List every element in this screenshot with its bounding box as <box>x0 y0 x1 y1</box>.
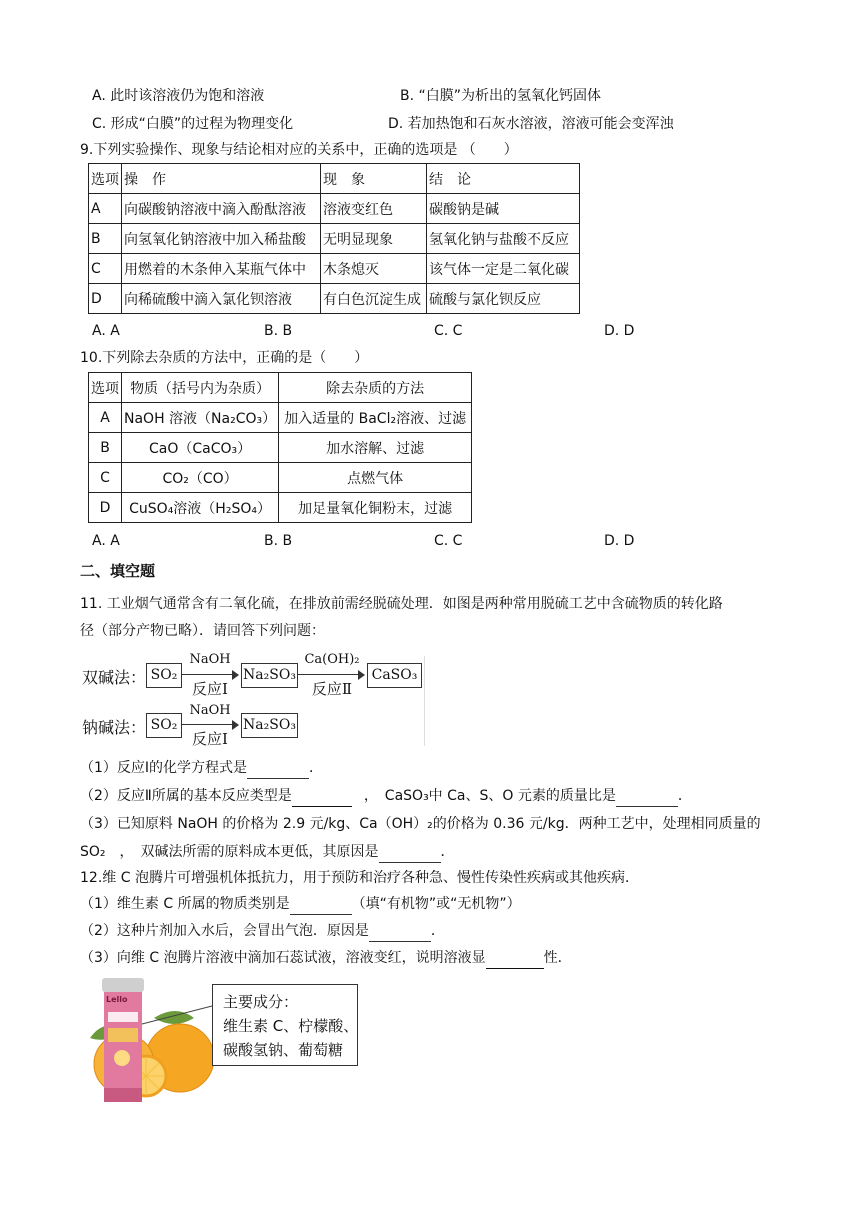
arrow-line <box>182 674 234 675</box>
q12-part2-end: ． <box>430 923 445 939</box>
answer-blank[interactable] <box>379 842 441 863</box>
q11-part3-text: SO₂ ， 双碱法所需的原料成本更低，其原因是 <box>80 844 379 860</box>
table-cell: A <box>89 194 122 224</box>
table-cell: 有白色沉淀生成 <box>321 284 427 314</box>
table-cell: NaOH 溶液（Na₂CO₃） <box>122 403 279 433</box>
q12-part1 <box>80 894 521 915</box>
vitamin-c-product-image <box>84 978 364 1102</box>
table-cell: C <box>89 463 122 493</box>
table-cell: A <box>89 403 122 433</box>
table-cell: B <box>89 224 122 254</box>
table-row <box>89 284 580 314</box>
table-row <box>89 254 580 284</box>
q12-part1-end: （填“有机物”或“无机物”） <box>351 896 521 912</box>
arrow-line <box>298 674 360 675</box>
table-row <box>89 224 580 254</box>
table-cell: 加入适量的 BaCl₂溶液、过滤 <box>279 403 472 433</box>
na2so3-box: Na₂SO₃ <box>241 663 298 688</box>
table-cell: 向氢氧化钠溶液中加入稀盐酸 <box>122 224 321 254</box>
q11-part2-mid: ， CaSO₃中 Ca、S、O 元素的质量比是 <box>363 788 616 804</box>
q10-table <box>88 372 472 523</box>
answer-blank[interactable] <box>292 786 352 807</box>
table-cell: 溶液变红色 <box>321 194 427 224</box>
table-cell: 碳酸钠是碱 <box>427 194 580 224</box>
table-cell: 氢氧化钠与盐酸不反应 <box>427 224 580 254</box>
table-cell: D <box>89 284 122 314</box>
answer-blank[interactable] <box>369 921 431 942</box>
table-header-row <box>89 164 580 194</box>
table-cell: CaO（CaCO₃） <box>122 433 279 463</box>
table-row <box>89 463 472 493</box>
answer-blank[interactable] <box>486 948 544 969</box>
naoh-reagent: NaOH <box>189 652 231 667</box>
reaction2-label: 反应Ⅱ <box>311 680 353 698</box>
q12-part2 <box>80 921 445 942</box>
table-cell: 木条熄灭 <box>321 254 427 284</box>
header-cell: 除去杂质的方法 <box>279 373 472 403</box>
table-cell: CuSO₄溶液（H₂SO₄） <box>122 493 279 523</box>
q10-choice-b: B. B <box>264 533 293 549</box>
ingredients-callout <box>212 984 358 1066</box>
q12-stem: 12.维 C 泡腾片可增强机体抵抗力，用于预防和治疗各种急、慢性传染性疾病或其他疾病． <box>80 870 639 886</box>
q12-part2-text: （2）这种片剂加入水后，会冒出气泡．原因是 <box>80 923 369 939</box>
q11-part2-text: （2）反应Ⅱ所属的基本反应类型是 <box>80 788 292 804</box>
table-cell: B <box>89 433 122 463</box>
tube-brand: Lello <box>106 995 128 1004</box>
q9-choice-d: D. D <box>604 323 635 339</box>
sodium-alkali-label: 钠碱法： <box>82 718 147 737</box>
table-row <box>89 194 580 224</box>
callout-line2: 碳酸氢钠、葡萄糖 <box>223 1041 344 1059</box>
q9-choice-a: A. A <box>92 323 120 339</box>
table-cell: 硫酸与氯化钡反应 <box>427 284 580 314</box>
caoh2-reagent: Ca(OH)₂ <box>304 652 360 667</box>
header-cell: 现 象 <box>321 164 427 194</box>
q8-option-b: B. “白膜”为析出的氢氧化钙固体 <box>400 88 602 104</box>
q10-choice-a: A. A <box>92 533 120 549</box>
q11-part3-line1: （3）已知原料 NaOH 的价格为 2.9 元/kg、Ca（OH）₂的价格为 0.36 元/kg．两种工艺中，处理相同质量的 <box>80 816 761 832</box>
q8-option-d: D. 若加热饱和石灰水溶液，溶液可能会变浑浊 <box>388 116 674 132</box>
na2so3-box: Na₂SO₃ <box>241 713 298 738</box>
table-cell: 用燃着的木条伸入某瓶气体中 <box>122 254 321 284</box>
q12-part3-end: 性． <box>543 950 572 966</box>
naoh-reagent: NaOH <box>189 703 231 718</box>
q11-stem-line1: 11. 工业烟气通常含有二氧化硫，在排放前需经脱硫处理．如图是两种常用脱硫工艺中含硫物质的转化路 <box>80 596 723 612</box>
q10-choice-c: C. C <box>434 533 463 549</box>
so2-box: SO₂ <box>146 663 182 688</box>
q11-part1-text: （1）反应Ⅰ的化学方程式是 <box>80 760 248 776</box>
table-cell: C <box>89 254 122 284</box>
arrow-line <box>182 724 234 725</box>
q10-stem: 10.下列除去杂质的方法中，正确的是（ ） <box>80 350 369 366</box>
q11-part2-end: ． <box>677 788 692 804</box>
header-cell: 物质（括号内为杂质） <box>122 373 279 403</box>
table-header-row <box>89 373 472 403</box>
callout-line1: 维生素 C、柠檬酸、 <box>223 1017 359 1035</box>
q10-choice-d: D. D <box>604 533 635 549</box>
reaction1-label: 反应Ⅰ <box>192 730 228 748</box>
q11-part3-end: ． <box>440 844 455 860</box>
q11-part1-end: ． <box>309 760 324 776</box>
q12-part3 <box>80 948 572 969</box>
desulfurization-diagram <box>80 650 426 748</box>
table-cell: CO₂（CO） <box>122 463 279 493</box>
q11-part3-line2 <box>80 842 455 863</box>
q8-option-a: A. 此时该溶液仍为饱和溶液 <box>92 88 265 104</box>
table-cell: D <box>89 493 122 523</box>
q9-table <box>88 163 580 314</box>
callout-title: 主要成分： <box>223 993 299 1011</box>
caso3-box: CaSO₃ <box>367 663 422 688</box>
answer-blank[interactable] <box>290 894 352 915</box>
table-cell: 向稀硫酸中滴入氯化钡溶液 <box>122 284 321 314</box>
q8-option-c: C. 形成“白膜”的过程为物理变化 <box>92 116 294 132</box>
answer-blank[interactable] <box>616 786 678 807</box>
q9-choice-b: B. B <box>264 323 293 339</box>
table-cell: 加水溶解、过滤 <box>279 433 472 463</box>
answer-blank[interactable] <box>247 758 309 779</box>
table-row <box>89 433 472 463</box>
q11-part2 <box>80 786 692 807</box>
header-cell: 结 论 <box>427 164 580 194</box>
q9-stem: 9.下列实验操作、现象与结论相对应的关系中，正确的选项是 （ ） <box>80 142 518 158</box>
q12-part3-text: （3）向维 C 泡腾片溶液中滴加石蕊试液，溶液变红，说明溶液显 <box>80 950 486 966</box>
table-cell: 该气体一定是二氧化碳 <box>427 254 580 284</box>
double-alkali-label: 双碱法： <box>82 668 147 687</box>
table-cell: 点燃气体 <box>279 463 472 493</box>
table-row <box>89 403 472 433</box>
table-cell: 无明显现象 <box>321 224 427 254</box>
reaction1-label: 反应Ⅰ <box>192 680 228 698</box>
table-cell: 加足量氧化铜粉末，过滤 <box>279 493 472 523</box>
q12-part1-text: （1）维生素 C 所属的物质类别是 <box>80 896 290 912</box>
table-cell: 向碳酸钠溶液中滴入酚酞溶液 <box>122 194 321 224</box>
table-row <box>89 493 472 523</box>
so2-box: SO₂ <box>146 713 182 738</box>
header-cell: 操 作 <box>122 164 321 194</box>
section-title: 二、填空题 <box>80 562 156 580</box>
header-cell: 选项 <box>89 373 122 403</box>
header-cell: 选项 <box>89 164 122 194</box>
q11-part1 <box>80 758 323 779</box>
q11-stem-line2: 径（部分产物已略）．请回答下列问题： <box>80 623 325 639</box>
q9-choice-c: C. C <box>434 323 463 339</box>
